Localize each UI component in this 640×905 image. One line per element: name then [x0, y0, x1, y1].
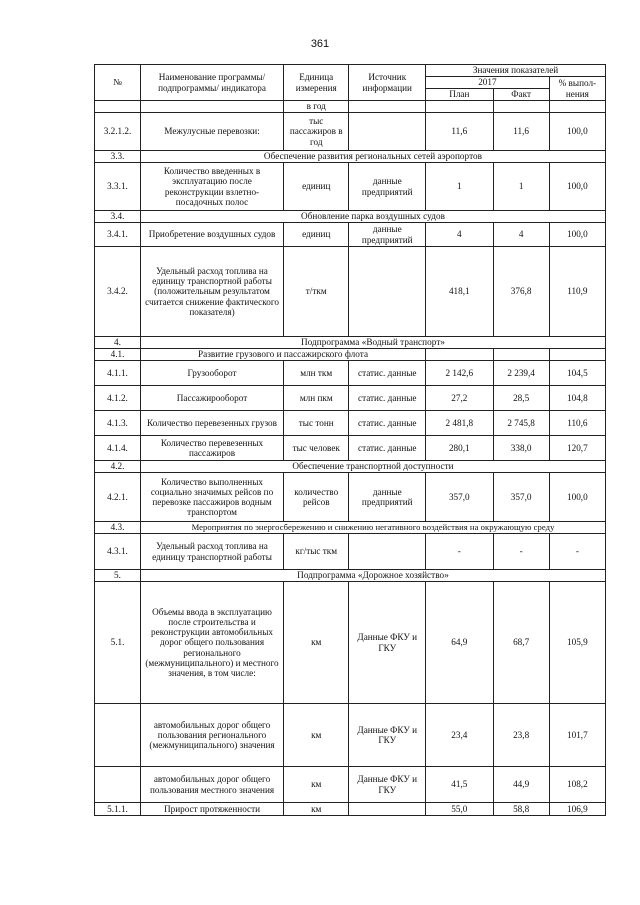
header-percent: % выпол-нения: [549, 77, 605, 101]
cell-plan: 11,6: [426, 113, 493, 151]
cell-percent: 101,7: [549, 704, 605, 767]
header-name: Наименование программы/ подпрограммы/ индикатора: [140, 65, 283, 101]
cell-percent: 110,6: [549, 411, 605, 436]
cell-unit: км: [284, 704, 349, 767]
cell-name: Количество перевезенных пассажиров: [140, 436, 283, 461]
cell-fact: 376,8: [493, 247, 549, 337]
cell-unit: единиц: [284, 163, 349, 211]
cell-unit: количество рейсов: [284, 473, 349, 522]
table-row: [95, 436, 606, 461]
cell-num: 3.4.1.: [95, 223, 141, 247]
table-row: [95, 803, 606, 816]
cell-name: Пассажирооборот: [140, 386, 283, 411]
cell-num: 4.1.1.: [95, 361, 141, 386]
cell-plan: 418,1: [426, 247, 493, 337]
cell-unit: кг/тыс ткм: [284, 534, 349, 570]
cell-plan: 1: [426, 163, 493, 211]
cell-num: [95, 704, 141, 767]
cell-unit: млн пкм: [284, 386, 349, 411]
table-row: [95, 704, 606, 767]
table-row: [95, 361, 606, 386]
cell-source: статис. данные: [349, 411, 426, 436]
cell-num: 4.1.: [95, 349, 141, 361]
cell-name: [140, 101, 283, 113]
cell-percent: [549, 349, 605, 361]
cell-percent: 106,9: [549, 803, 605, 816]
cell-name: Приобретение воздушных судов: [140, 223, 283, 247]
cell-fact: 23,8: [493, 704, 549, 767]
cell-percent: 100,0: [549, 473, 605, 522]
header-source: Источник информации: [349, 65, 426, 101]
cell-plan: [426, 101, 493, 113]
cell-source: данные предприятий: [349, 223, 426, 247]
cell-unit: км: [284, 803, 349, 816]
cell-unit: тыс пассажиров в год: [284, 113, 349, 151]
section-row: [95, 211, 606, 223]
cell-source: Данные ФКУ и ГКУ: [349, 582, 426, 704]
cell-source: статис. данные: [349, 386, 426, 411]
cell-fact: 357,0: [493, 473, 549, 522]
table-body: [95, 101, 606, 816]
cell-plan: 280,1: [426, 436, 493, 461]
cell-fact: 44,9: [493, 767, 549, 803]
cell-name: Количество выполненных социально значимых рейсов по перевозке пассажиров водным транспортом: [140, 473, 283, 522]
cell-num: 4.3.1.: [95, 534, 141, 570]
header-values: Значения показателей: [426, 65, 606, 77]
cell-name: Объемы ввода в эксплуатацию после строительства и реконструкции автомобильных дорог общего пользования регионального (межмуниципального) и местного значения, в том числе:: [140, 582, 283, 704]
cell-source: данные предприятий: [349, 163, 426, 211]
cell-name: автомобильных дорог общего пользования регионального (межмуниципального) значения: [140, 704, 283, 767]
cell-unit: в год: [284, 101, 349, 113]
cell-name: Количество перевезенных грузов: [140, 411, 283, 436]
cell-plan: 357,0: [426, 473, 493, 522]
cell-percent: 120,7: [549, 436, 605, 461]
cell-num: 4.1.4.: [95, 436, 141, 461]
cell-name: Количество введенных в эксплуатацию после реконструкции взлетно-посадочных полос: [140, 163, 283, 211]
cell-source: статис. данные: [349, 361, 426, 386]
cell-num: 3.4.: [95, 211, 141, 223]
table-row: [95, 411, 606, 436]
cell-fact: [493, 101, 549, 113]
section-row: [95, 349, 606, 361]
cell-source: [349, 113, 426, 151]
cell-num: 4.3.: [95, 522, 141, 534]
cell-fact: -: [493, 534, 549, 570]
section-title: Обновление парка воздушных судов: [140, 211, 605, 223]
section-row: [95, 461, 606, 473]
cell-num: 3.2.1.2.: [95, 113, 141, 151]
cell-fact: 338,0: [493, 436, 549, 461]
cell-unit: млн ткм: [284, 361, 349, 386]
table-row: [95, 767, 606, 803]
table-row: [95, 101, 606, 113]
cell-unit: единиц: [284, 223, 349, 247]
cell-name: Межулусные перевозки:: [140, 113, 283, 151]
section-row: [95, 337, 606, 349]
cell-percent: 100,0: [549, 163, 605, 211]
cell-num: 3.3.: [95, 151, 141, 163]
cell-source: [349, 534, 426, 570]
section-title: Мероприятия по энергосбережению и снижению негативного воздействия на окружающую среду: [140, 522, 605, 534]
page-number: 361: [310, 38, 330, 50]
cell-source: данные предприятий: [349, 473, 426, 522]
section-title: Обеспечение развития региональных сетей аэропортов: [140, 151, 605, 163]
cell-plan: 23,4: [426, 704, 493, 767]
cell-num: [95, 767, 141, 803]
cell-num: 4.2.1.: [95, 473, 141, 522]
cell-num: 4.: [95, 337, 141, 349]
cell-fact: 28,5: [493, 386, 549, 411]
cell-percent: 110,9: [549, 247, 605, 337]
table-row: [95, 473, 606, 522]
cell-source: Данные ФКУ и ГКУ: [349, 767, 426, 803]
cell-percent: -: [549, 534, 605, 570]
cell-plan: -: [426, 534, 493, 570]
cell-plan: 2 142,6: [426, 361, 493, 386]
cell-fact: 11,6: [493, 113, 549, 151]
cell-plan: 27,2: [426, 386, 493, 411]
cell-num: 3.3.1.: [95, 163, 141, 211]
section-title: Обеспечение транспортной доступности: [140, 461, 605, 473]
cell-name: Удельный расход топлива на единицу транспортной работы (положительным результатом считается снижение фактического показателя): [140, 247, 283, 337]
header-plan: План: [426, 89, 493, 101]
table-row: [95, 386, 606, 411]
cell-num: 4.1.3.: [95, 411, 141, 436]
table-row: [95, 534, 606, 570]
cell-unit: т/ткм: [284, 247, 349, 337]
cell-plan: 55,0: [426, 803, 493, 816]
cell-fact: 1: [493, 163, 549, 211]
table-row: [95, 247, 606, 337]
cell-name: Грузооборот: [140, 361, 283, 386]
cell-percent: 100,0: [549, 113, 605, 151]
cell-plan: [426, 349, 493, 361]
cell-fact: 58,8: [493, 803, 549, 816]
cell-num: 5.1.1.: [95, 803, 141, 816]
cell-source: [349, 101, 426, 113]
cell-num: 4.1.2.: [95, 386, 141, 411]
cell-num: 5.1.: [95, 582, 141, 704]
cell-plan: 64,9: [426, 582, 493, 704]
cell-fact: 2 745,8: [493, 411, 549, 436]
cell-percent: 104,8: [549, 386, 605, 411]
cell-fact: 4: [493, 223, 549, 247]
table-row: [95, 113, 606, 151]
cell-unit: км: [284, 767, 349, 803]
table-row: [95, 582, 606, 704]
cell-plan: 41,5: [426, 767, 493, 803]
cell-num: 5.: [95, 570, 141, 582]
cell-num: 4.2.: [95, 461, 141, 473]
cell-source: [349, 247, 426, 337]
cell-name: Удельный расход топлива на единицу транспортной работы: [140, 534, 283, 570]
header-year: 2017: [426, 77, 550, 89]
cell-source: статис. данные: [349, 436, 426, 461]
indicators-table: [94, 64, 606, 816]
cell-percent: 100,0: [549, 223, 605, 247]
cell-percent: [549, 101, 605, 113]
section-row: [95, 570, 606, 582]
cell-unit: тыс тонн: [284, 411, 349, 436]
cell-unit: тыс человек: [284, 436, 349, 461]
section-title: Подпрограмма «Водный транспорт»: [140, 337, 605, 349]
cell-fact: [493, 349, 549, 361]
header-fact: Факт: [493, 89, 549, 101]
cell-source: [349, 803, 426, 816]
section-title: Подпрограмма «Дорожное хозяйство»: [140, 570, 605, 582]
cell-name: Прирост протяженности: [140, 803, 283, 816]
table-row: [95, 163, 606, 211]
header-unit: Единица измерения: [284, 65, 349, 101]
cell-source: Данные ФКУ и ГКУ: [349, 704, 426, 767]
section-title: Развитие грузового и пассажирского флота: [140, 349, 425, 361]
cell-plan: 2 481,8: [426, 411, 493, 436]
cell-percent: 105,9: [549, 582, 605, 704]
cell-num: 3.4.2.: [95, 247, 141, 337]
cell-percent: 104,5: [549, 361, 605, 386]
section-row: [95, 151, 606, 163]
cell-name: автомобильных дорог общего пользования местного значения: [140, 767, 283, 803]
cell-num: [95, 101, 141, 113]
cell-plan: 4: [426, 223, 493, 247]
cell-fact: 2 239,4: [493, 361, 549, 386]
section-row: [95, 522, 606, 534]
table-row: [95, 223, 606, 247]
cell-unit: км: [284, 582, 349, 704]
header-num: №: [95, 65, 141, 101]
cell-percent: 108,2: [549, 767, 605, 803]
cell-fact: 68,7: [493, 582, 549, 704]
